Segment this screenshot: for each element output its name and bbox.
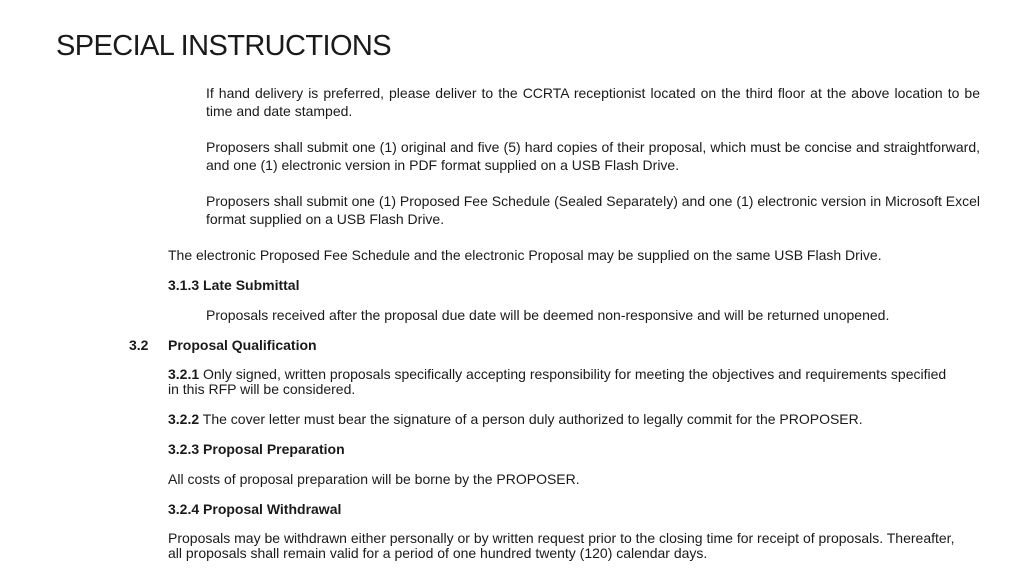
item-text: The cover letter must bear the signature of a person duly authorized to legally commit for the PROPOSER. bbox=[199, 411, 863, 427]
late-submittal-text: Proposals received after the proposal due date will be deemed non-responsive and will be returned unopened. bbox=[206, 307, 890, 323]
qualification-number: 3.2 bbox=[129, 337, 149, 353]
preparation-text: All costs of proposal preparation will be borne by the PROPOSER. bbox=[168, 471, 580, 487]
page-title: SPECIAL INSTRUCTIONS bbox=[56, 30, 391, 62]
item-number: 3.2.2 bbox=[168, 411, 200, 427]
qualification-item-1 bbox=[168, 367, 958, 397]
hard-copies-paragraph: Proposers shall submit one (1) original and five (5) hard copies of their proposal, which must be concise and straightforward, and one (1) electronic version in PDF format supplied on a USB Flash Drive. bbox=[206, 139, 980, 173]
fee-schedule-paragraph: Proposers shall submit one (1) Proposed Fee Schedule (Sealed Separately) and one (1) electronic version in Microsoft Excel format supplied on a USB Flash Drive. bbox=[206, 193, 980, 227]
qualification-item-2 bbox=[168, 410, 968, 428]
withdrawal-heading: 3.2.4 Proposal Withdrawal bbox=[168, 501, 342, 517]
late-submittal-heading: 3.1.3 Late Submittal bbox=[168, 277, 300, 293]
preparation-heading: 3.2.3 Proposal Preparation bbox=[168, 441, 345, 457]
same-drive-paragraph: The electronic Proposed Fee Schedule and the electronic Proposal may be supplied on the same USB Flash Drive. bbox=[168, 247, 882, 263]
item-number: 3.2.1 bbox=[168, 366, 200, 382]
qualification-heading: Proposal Qualification bbox=[168, 337, 317, 353]
item-text: Only signed, written proposals specifically accepting responsibility for meeting the objectives and requirements specified in this RFP will be considered. bbox=[168, 366, 947, 397]
withdrawal-text: Proposals may be withdrawn either personally or by written request prior to the closing time for receipt of proposals. Thereafter, all proposals shall remain valid for a period of one hundred twenty (120) calendar days. bbox=[168, 530, 955, 561]
hand-delivery-paragraph: If hand delivery is preferred, please deliver to the CCRTA receptionist located on the third floor at the above location to be time and date stamped. bbox=[206, 85, 980, 119]
